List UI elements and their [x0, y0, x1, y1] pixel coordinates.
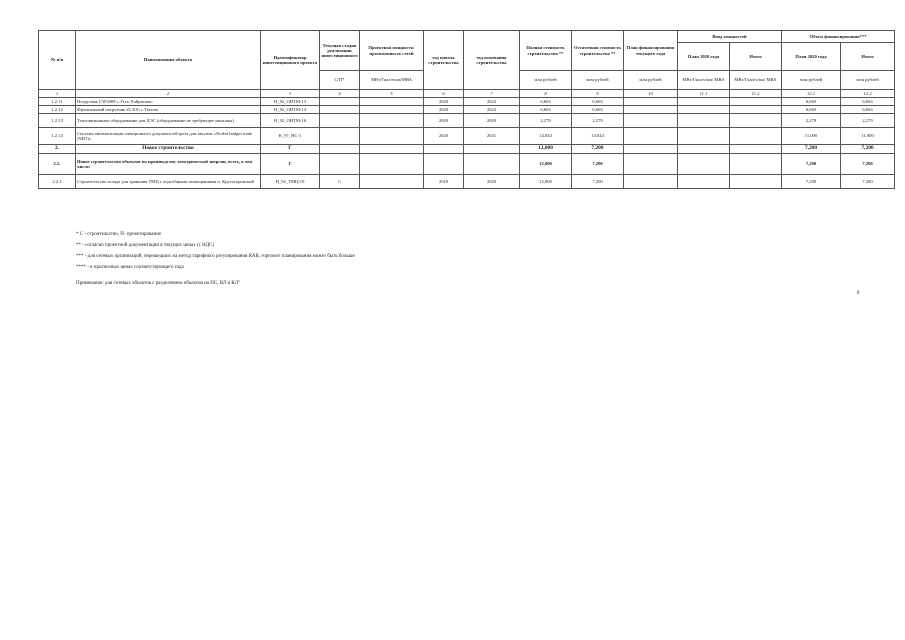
section-fin-plan: 7,200 [782, 145, 841, 154]
table-row [39, 106, 895, 114]
row-fin-total: 7,200 [841, 175, 895, 189]
header-id: Идентификатор инвестиционного проекта [261, 31, 320, 90]
table-row [39, 114, 895, 128]
row-capacity [360, 114, 424, 128]
unit-fin-total: млн рублей [841, 71, 895, 90]
table-row [39, 175, 895, 189]
unit-input-plan: МВт/Гкал/ч/км/ МВА [678, 71, 730, 90]
row-year-end: 2020 [464, 175, 520, 189]
section-row [39, 145, 895, 154]
table-row [39, 128, 895, 145]
row-capacity [360, 98, 424, 106]
header-num: № п/п [39, 31, 76, 90]
subsection-fin-plan: 7,200 [782, 154, 841, 175]
row-rest-cost: 14,044 [572, 128, 624, 145]
column-number: 1 [39, 90, 76, 98]
column-number: 12.1 [782, 90, 841, 98]
column-number: 4 [320, 90, 360, 98]
section-num: 2. [39, 145, 76, 154]
header-fin-group: Объем финансирования*** [782, 31, 895, 43]
row-id: H_92_ОНТМ-13 [261, 98, 320, 106]
footnote: ** - согласно проектной документации в текущих ценах (с НДС) [76, 243, 215, 248]
row-fin-plan: 2,279 [782, 114, 841, 128]
row-name: Фронтальный погрузчик ZL30G с.Тигиль [76, 106, 261, 114]
section-name: Новое строительство [76, 145, 261, 154]
section-full-cost: 12,000 [520, 145, 572, 154]
header-name: Наименование объекта [76, 31, 261, 90]
row-capacity [360, 175, 424, 189]
section-fin-total: 7,200 [841, 145, 895, 154]
row-input-plan [678, 106, 730, 114]
column-number: 12.2 [841, 90, 895, 98]
row-year-start: 2019 [424, 175, 464, 189]
row-full-cost: 14,044 [520, 128, 572, 145]
row-input-total [730, 128, 782, 145]
header-input-plan: План 2020 года [678, 43, 730, 71]
section-id: Г [261, 145, 320, 154]
row-input-plan [678, 98, 730, 106]
row-fin-total: 11,000 [841, 128, 895, 145]
row-input-total [730, 98, 782, 106]
row-full-cost: 6,663 [520, 106, 572, 114]
column-number: 6 [424, 90, 464, 98]
header-input-total: Итого [730, 43, 782, 71]
header-rest-cost: Остаточная стоимость строительства ** [572, 31, 624, 71]
unit-capacity: МВт/Гкал/ч/км/МВА [360, 71, 424, 90]
investment-table-sheet [38, 30, 879, 189]
row-input-total [730, 106, 782, 114]
row-full-cost: 2,279 [520, 114, 572, 128]
column-number: 11.2 [730, 90, 782, 98]
subsection-full-cost: 12,000 [520, 154, 572, 175]
column-number: 10 [624, 90, 678, 98]
unit-rest-cost: млн рублей [572, 71, 624, 90]
subsection-fin-total: 7,200 [841, 154, 895, 175]
row-year-end: 2020 [464, 114, 520, 128]
row-input-total [730, 175, 782, 189]
row-fin-plan: 7,200 [782, 175, 841, 189]
row-id: K_97_НС-1 [261, 128, 320, 145]
row-full-cost: 6,663 [520, 98, 572, 106]
row-num: 1.2.11 [39, 98, 76, 106]
header-input-group: Ввод мощностей [678, 31, 782, 43]
row-rest-cost: 7,200 [572, 175, 624, 189]
unit-full-cost: млн рублей [520, 71, 572, 90]
row-input-plan [678, 175, 730, 189]
header-full-cost: Полная стоимость строительства ** [520, 31, 572, 71]
row-stage [320, 106, 360, 114]
unit-input-total: МВт/Гкал/ч/км/ МВА [730, 71, 782, 90]
investment-program-table [38, 30, 895, 189]
subsection-name: Новое строительство объектов по производству электрической энергии, всего, в том числе: [76, 154, 261, 175]
row-fin-plan: 6,663 [782, 98, 841, 106]
remark: Примечание: для сетевых объектов с разделением объектов на ПС, ВЛ и КЛ" [76, 281, 241, 286]
row-input-plan [678, 128, 730, 145]
row-rest-cost: 6,663 [572, 106, 624, 114]
table-row [39, 98, 895, 106]
row-year-start: 2020 [424, 128, 464, 145]
row-year-end: 2022 [464, 106, 520, 114]
row-name: Тепловизионное оборудование для ДЭС (оборудование не требующее монтажа) [76, 114, 261, 128]
subsection-row [39, 154, 895, 175]
header-fin-total: Итого [841, 43, 895, 71]
row-plan-fin [624, 128, 678, 145]
row-input-plan [678, 114, 730, 128]
footnote: **** - в прогнозных ценах соответствующего года [76, 265, 184, 270]
row-plan-fin [624, 98, 678, 106]
row-id: H_92_ТМЦ-19 [261, 175, 320, 189]
header-plan-fin: План финансирования текущего года [624, 31, 678, 71]
column-number: 3 [261, 90, 320, 98]
row-id: H_92_ОНТМ-16 [261, 114, 320, 128]
row-name: Система автоматизации электронного документооборота для закупок «Norbit budget trade (NBT)» [76, 128, 261, 145]
section-rest-cost: 7,200 [572, 145, 624, 154]
column-number: 8 [520, 90, 572, 98]
row-rest-cost: 2,279 [572, 114, 624, 128]
row-num: 1.2.13 [39, 114, 76, 128]
footnote: *** - для сетевых организаций, перешедших на метод тарифного регулирования RAB, горизонт планирования может быть больше [76, 254, 355, 259]
header-year-end: год окончания строительства [464, 31, 520, 90]
row-fin-total: 2,279 [841, 114, 895, 128]
row-fin-plan: 11,000 [782, 128, 841, 145]
column-number: 7 [464, 90, 520, 98]
row-id: H_92_ОНТМ-14 [261, 106, 320, 114]
subsection-id: Г [261, 154, 320, 175]
header-capacity: Проектная мощность/ протяженность сетей [360, 31, 424, 71]
row-year-end: 2021 [464, 128, 520, 145]
column-number-row [39, 90, 895, 98]
row-plan-fin [624, 175, 678, 189]
row-year-start: 2020 [424, 106, 464, 114]
row-num: 1.2.14 [39, 128, 76, 145]
row-num: 2.2.1 [39, 175, 76, 189]
footnotes [76, 229, 355, 289]
row-plan-fin [624, 114, 678, 128]
row-fin-plan: 6,663 [782, 106, 841, 114]
header-fin-plan: План 2020 года [782, 43, 841, 71]
unit-fin-plan: млн рублей [782, 71, 841, 90]
row-plan-fin [624, 106, 678, 114]
footnote: * С - строительство, П- проектирование [76, 232, 162, 237]
row-capacity [360, 106, 424, 114]
column-number: 9 [572, 90, 624, 98]
header-stage: Текущая стадия реализации инвестиционного [320, 31, 360, 71]
row-capacity [360, 128, 424, 145]
subsection-num: 2.2. [39, 154, 76, 175]
row-year-start: 2020 [424, 98, 464, 106]
row-input-total [730, 114, 782, 128]
column-number: 5 [360, 90, 424, 98]
row-num: 1.2.12 [39, 106, 76, 114]
row-year-end: 2022 [464, 98, 520, 106]
row-stage [320, 114, 360, 128]
row-stage: С [320, 175, 360, 189]
row-stage [320, 98, 360, 106]
row-rest-cost: 6,663 [572, 98, 624, 106]
column-number: 11.1 [678, 90, 730, 98]
subsection-rest-cost: 7,200 [572, 154, 624, 175]
row-name: Строительство склада для хранения ТМЦ с подсобными помещениями п. Крутогоровский [76, 175, 261, 189]
unit-plan-fin: млн рублей [624, 71, 678, 90]
row-fin-total: 6,663 [841, 98, 895, 106]
page-number: 8 [857, 291, 860, 296]
header-year-start: год начала строительства [424, 31, 464, 90]
row-stage [320, 128, 360, 145]
row-fin-total: 6,663 [841, 106, 895, 114]
row-name: Погрузчик CW300F с.Усть-Хайрюзово [76, 98, 261, 106]
row-full-cost: 12,000 [520, 175, 572, 189]
column-number: 2 [76, 90, 261, 98]
unit-stage: С/П* [320, 71, 360, 90]
row-year-start: 2020 [424, 114, 464, 128]
